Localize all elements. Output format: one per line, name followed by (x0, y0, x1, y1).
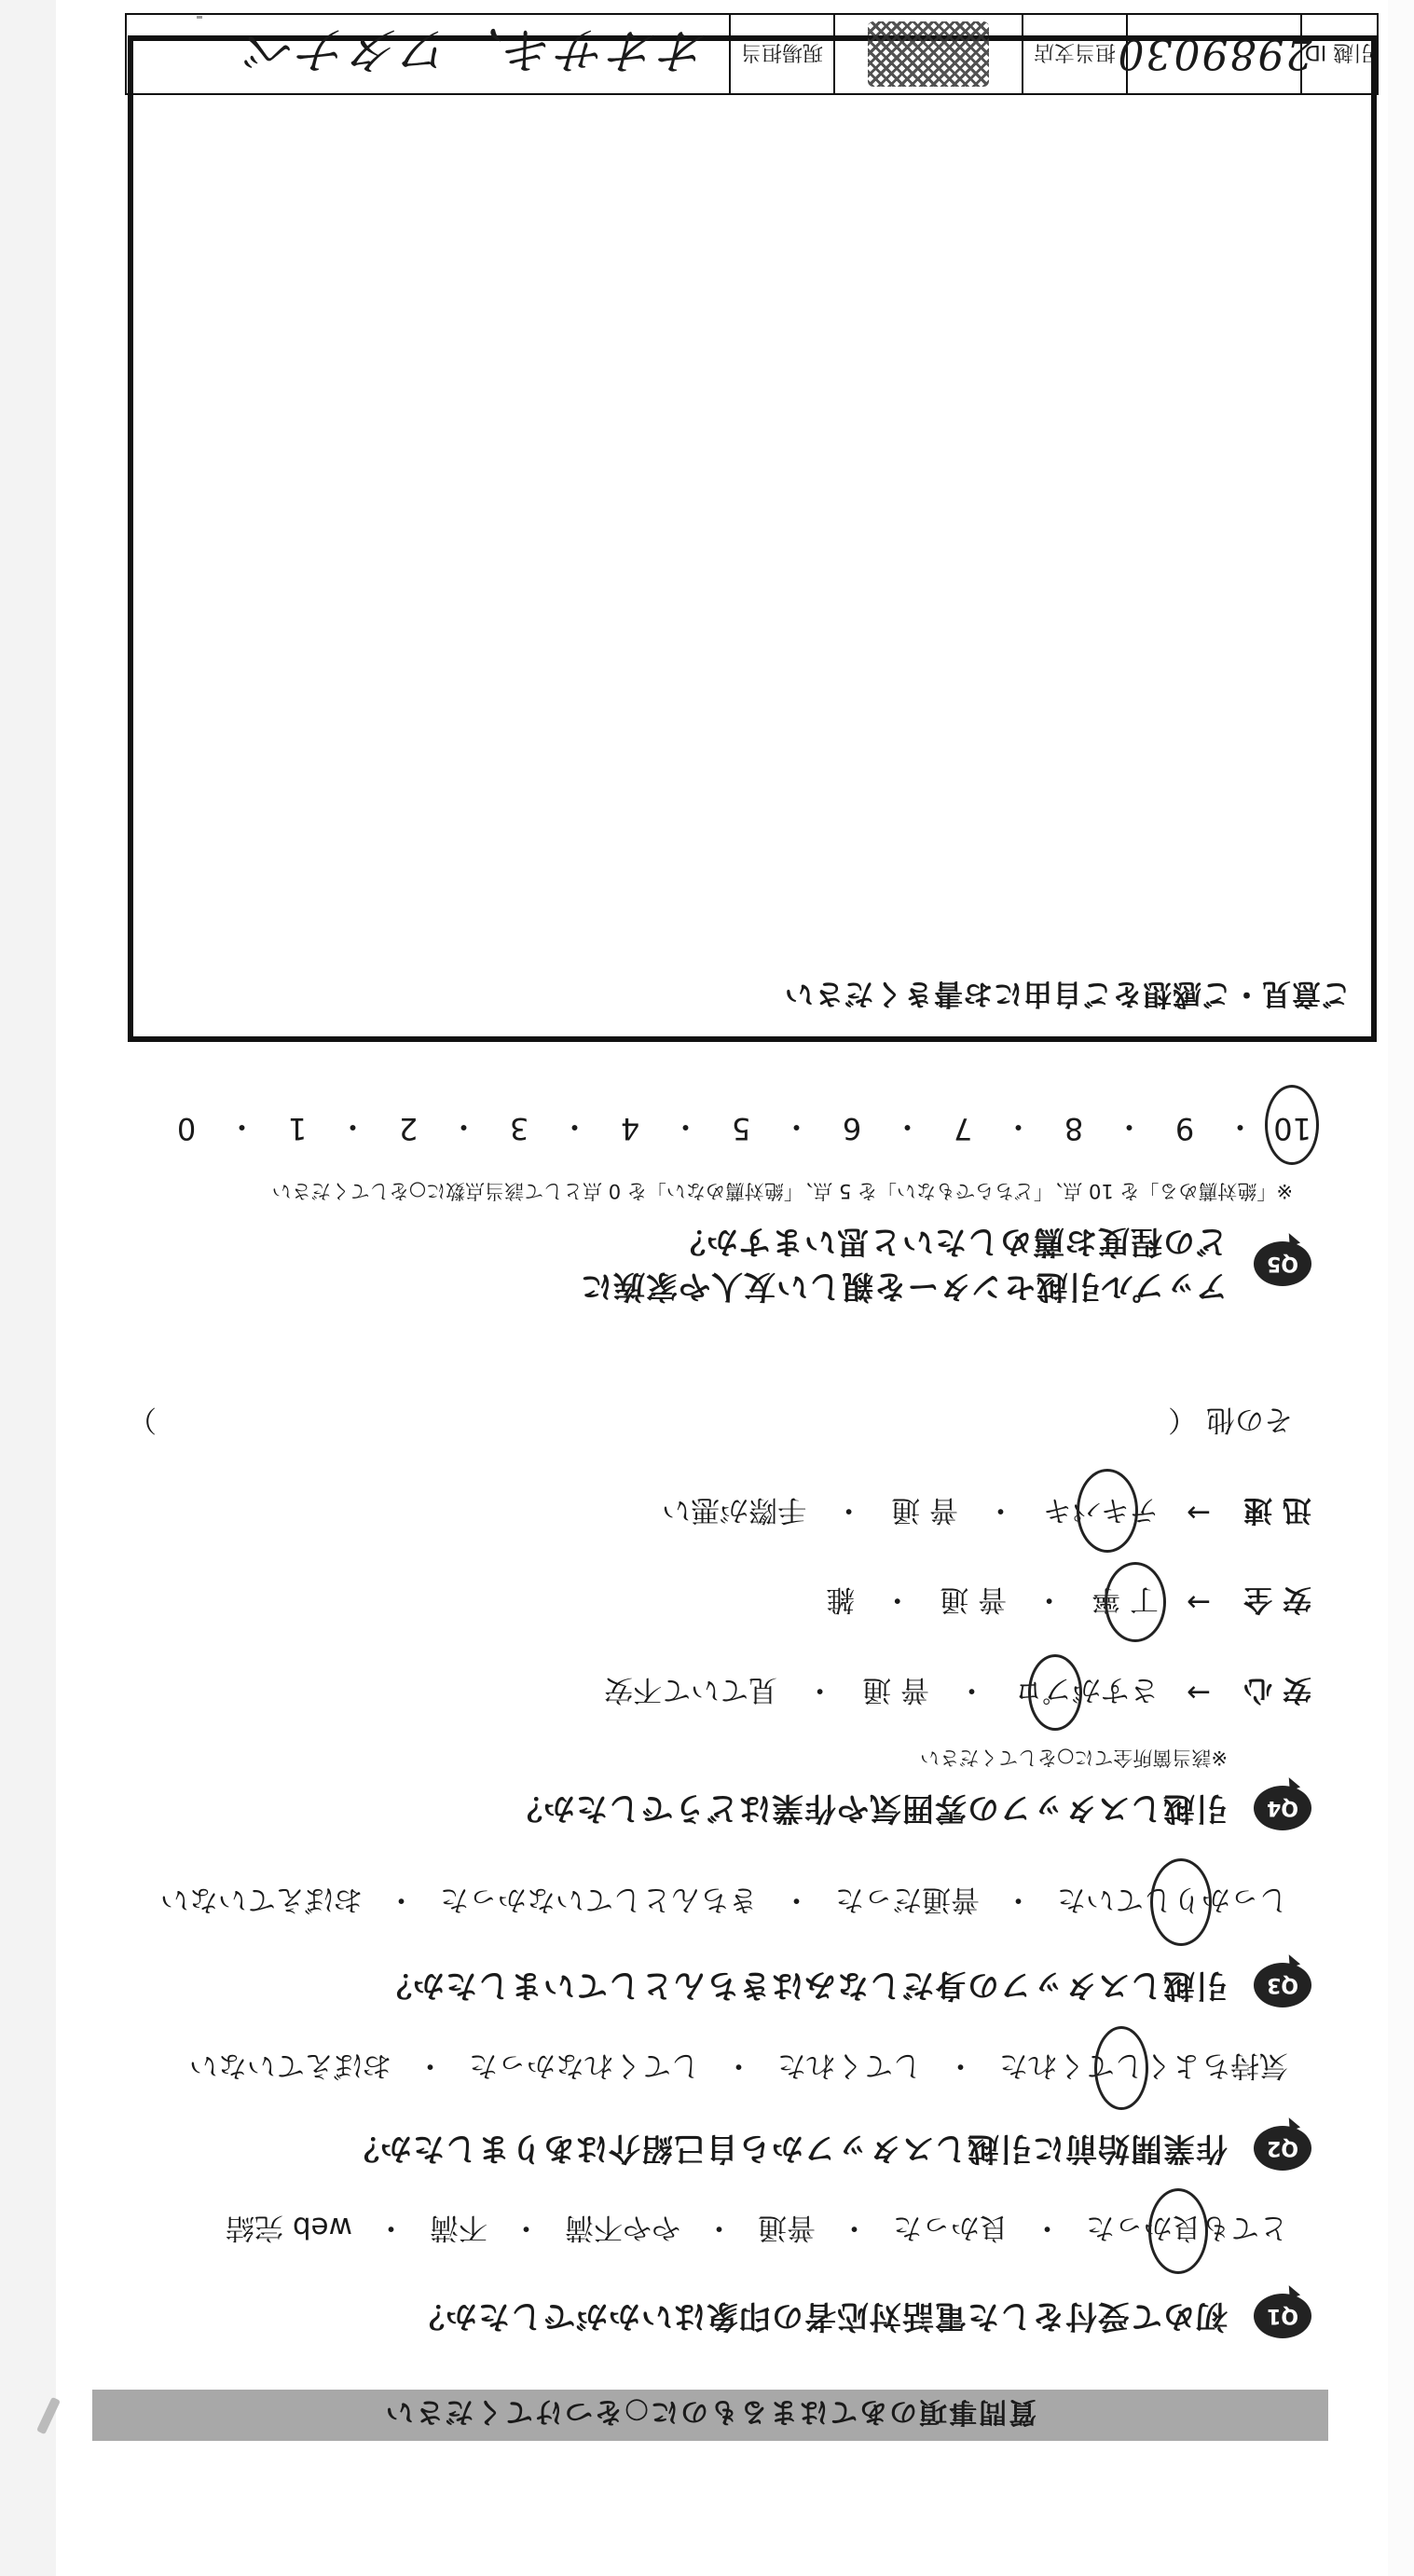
score-9[interactable]: 9 (1174, 1111, 1195, 1146)
question-q1 (412, 2294, 1311, 2338)
store-label: 担当支店 (1022, 15, 1126, 93)
arrow-right-icon: → (1187, 1496, 1211, 1530)
score-10[interactable]: 10 (1280, 1111, 1311, 1146)
score-6[interactable]: 6 (842, 1111, 862, 1146)
scan-edge-left (1388, 0, 1414, 2576)
q2-text: 作業開始前に引越しスタッフから自己紹介はありましたか？ (347, 2130, 1228, 2167)
q1-option-4[interactable]: やや不満 (565, 2211, 680, 2244)
q4-other-label: その他 （ (1168, 1403, 1293, 1436)
score-4[interactable]: 4 (620, 1111, 640, 1146)
question-q5 (580, 1219, 1311, 1309)
q3-option-1[interactable]: しっかりしていた (1057, 1882, 1288, 1924)
q4-text: 引越しスタッフの雰囲気や作業はどうでしたか？ (510, 1789, 1228, 1827)
q3-text: 引越しスタッフの身だしなみはきちんとしていましたか？ (379, 1966, 1228, 2004)
q4-row-anshin: 安 心 → さすがプロ ・ 普 通 ・ 見ていて不安 (604, 1672, 1311, 1714)
staff-label: 現場担当 (729, 15, 833, 93)
q3-option-3[interactable]: きちんとしていなかった (440, 1883, 758, 1916)
q4-note: ※該当箇所全てに○をしてください (920, 1747, 1228, 1769)
id-label: 引越 ID (1300, 15, 1377, 93)
footer-table (125, 13, 1379, 95)
q3-options[interactable]: しっかりしていた ・ 普通だった ・ きちんとしていなかった ・ おぼえていない (160, 1882, 1288, 1924)
staff-value[interactable]: オオサキ、ワタナベ (244, 21, 710, 80)
arrow-right-icon: → (1187, 1676, 1211, 1710)
score-7[interactable]: 7 (953, 1111, 973, 1146)
instruction-header (92, 2390, 1328, 2441)
q1-option-5[interactable]: 不満 (430, 2211, 487, 2244)
q3-badge: Q3 (1254, 1963, 1311, 2007)
q5-note: ※「絶対薦める」を 10 点、「どちらでもない」を 5 点、「絶対薦めない」を 0 点として該当点数に○をしてください (271, 1180, 1293, 1202)
q4-jinsoku-option-1[interactable]: テキパキ (1043, 1492, 1159, 1534)
instruction-text: 質問事項のあてはまるものに○をつけてください (383, 2395, 1037, 2429)
q4-row-label: 安 心 (1243, 1673, 1311, 1706)
q4-row-jinsoku: 迅 速 → テキパキ ・ 普 通 ・ 手際が悪い (662, 1492, 1311, 1534)
q3-option-2[interactable]: 普通だった (835, 1883, 980, 1916)
id-value[interactable]: 2989030 (1126, 15, 1300, 93)
q4-anzen-option-2[interactable]: 普 通 (940, 1583, 1008, 1616)
q2-options[interactable]: 気持ちよくしてくれた ・ してくれた ・ してくれなかった ・ おぼえていない (189, 2048, 1288, 2090)
q4-anshin-option-1[interactable]: さすがプロ (1014, 1672, 1159, 1714)
q1-option-1[interactable]: とても良かった (1086, 2210, 1288, 2252)
q1-options[interactable]: とても良かった ・ 良かった ・ 普通 ・ やや不満 ・ 不満 ・ web 完結 (226, 2210, 1288, 2252)
q4-other-row (128, 1402, 1293, 1444)
q1-badge: Q1 (1254, 2294, 1311, 2338)
q4-jinsoku-option-2[interactable]: 普 通 (891, 1493, 959, 1527)
q2-badge: Q2 (1254, 2126, 1311, 2171)
q4-anshin-option-3[interactable]: 見ていて不安 (604, 1673, 778, 1706)
score-0[interactable]: 0 (176, 1111, 197, 1146)
score-5[interactable]: 5 (731, 1111, 751, 1146)
q2-option-3[interactable]: してくれなかった (469, 2048, 700, 2082)
q5-score-scale[interactable]: 10 ・ 9 ・ 8 ・ 7 ・ 6 ・ 5 ・ 4 ・ 3 ・ 2 ・ 1 ・ 0 (171, 1107, 1311, 1150)
q5-text: アップル引越センターを親しい友人や家族に どの程度お薦めしたいと思いますか？ (580, 1223, 1228, 1305)
q5-badge: Q5 (1254, 1241, 1311, 1286)
q1-text: 初めて受付をした電話対応者の印象はいかがでしたか？ (412, 2297, 1228, 2335)
q4-anzen-option-3[interactable]: 雑 (826, 1583, 856, 1616)
score-8[interactable]: 8 (1064, 1111, 1084, 1146)
score-2[interactable]: 2 (398, 1111, 419, 1146)
q1-option-6[interactable]: web 完結 (226, 2211, 352, 2244)
q2-option-1[interactable]: 気持ちよくしてくれた (999, 2048, 1288, 2090)
q3-option-4[interactable]: おぼえていない (160, 1883, 363, 1916)
q2-option-2[interactable]: してくれた (777, 2048, 922, 2082)
scan-edge-right (0, 0, 56, 2576)
comment-label: ご意見・ご感想をご自由にお書きください (784, 977, 1351, 1010)
q4-anshin-option-2[interactable]: 普 通 (862, 1673, 930, 1706)
question-q3 (379, 1963, 1311, 2007)
q1-option-3[interactable]: 普通 (758, 2211, 816, 2244)
q4-badge: Q4 (1254, 1786, 1311, 1830)
question-q2 (347, 2126, 1311, 2171)
q4-row-anzen: 安 全 → 丁 寧 ・ 普 通 ・ 雑 (826, 1582, 1311, 1624)
arrow-right-icon: → (1187, 1585, 1211, 1620)
q4-other-close: ） (128, 1403, 157, 1436)
score-1[interactable]: 1 (287, 1111, 308, 1146)
q2-option-4[interactable]: おぼえていない (189, 2048, 391, 2082)
question-q4 (510, 1786, 1311, 1830)
q1-option-2[interactable]: 良かった (893, 2211, 1009, 2244)
q4-row-label: 迅 速 (1243, 1493, 1311, 1527)
store-stamp-icon (868, 21, 989, 87)
q4-jinsoku-option-3[interactable]: 手際が悪い (662, 1493, 807, 1527)
q4-row-label: 安 全 (1243, 1583, 1311, 1616)
comment-box[interactable] (128, 35, 1377, 1042)
score-3[interactable]: 3 (509, 1111, 529, 1146)
store-stamp (833, 15, 1022, 93)
q4-anzen-option-1[interactable]: 丁 寧 (1091, 1582, 1159, 1624)
